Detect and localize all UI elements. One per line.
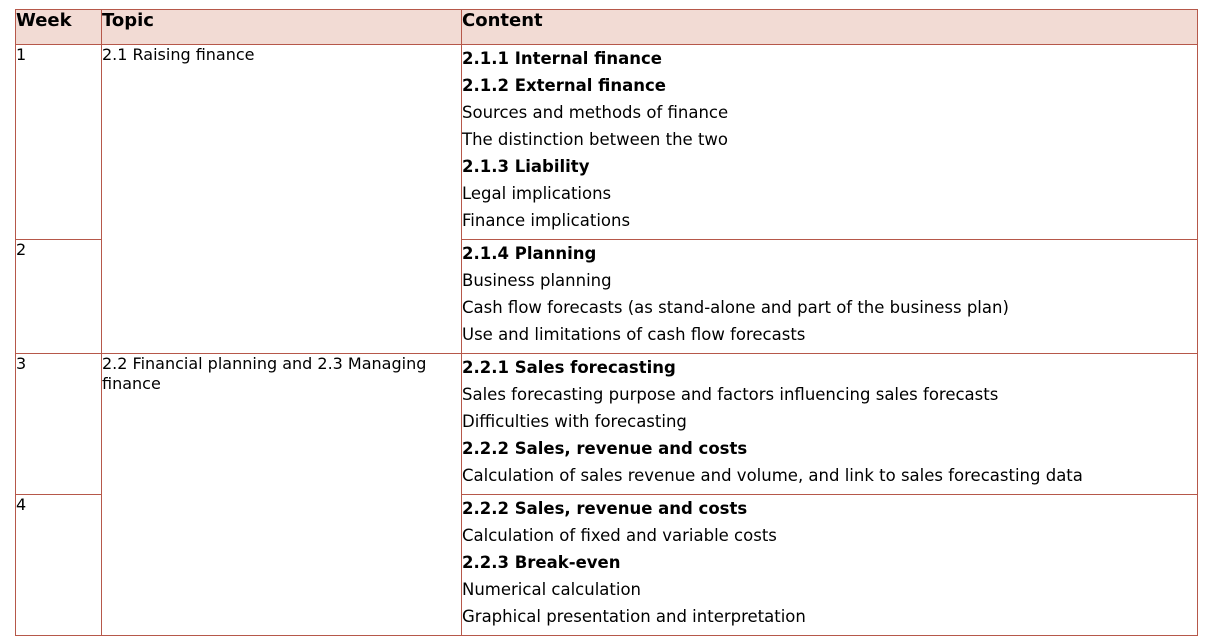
content-item: Difficulties with forecasting bbox=[462, 412, 687, 431]
content-heading: 2.2.2 Sales, revenue and costs bbox=[462, 499, 748, 518]
content-item: Finance implications bbox=[462, 211, 631, 230]
content-item: Sources and methods of finance bbox=[462, 103, 729, 122]
topic-cell: 2.1 Raising finance bbox=[102, 45, 462, 354]
content-heading: 2.1.1 Internal finance bbox=[462, 49, 662, 68]
table-row-week-3 bbox=[16, 354, 1198, 495]
content-item: Calculation of sales revenue and volume, and link to sales forecasting data bbox=[462, 466, 1083, 485]
table-row-week-1 bbox=[16, 45, 1198, 240]
content-cell bbox=[462, 240, 1198, 354]
content-item: Legal implications bbox=[462, 184, 612, 203]
topic-cell: 2.2 Financial planning and 2.3 Managing finance bbox=[102, 354, 462, 636]
content-heading: 2.2.3 Break-even bbox=[462, 553, 621, 572]
content-item: Sales forecasting purpose and factors influencing sales forecasts bbox=[462, 385, 999, 404]
content-cell bbox=[462, 354, 1198, 495]
table-body bbox=[16, 45, 1198, 636]
header-topic: Topic bbox=[102, 10, 462, 45]
table-header bbox=[16, 10, 1198, 45]
content-item: Use and limitations of cash flow forecasts bbox=[462, 325, 806, 344]
content-heading: 2.1.4 Planning bbox=[462, 244, 597, 263]
content-heading: 2.2.1 Sales forecasting bbox=[462, 358, 676, 377]
header-row bbox=[16, 10, 1198, 45]
scheme-of-work-table bbox=[15, 9, 1198, 636]
content-item: Calculation of fixed and variable costs bbox=[462, 526, 777, 545]
content-heading: 2.1.3 Liability bbox=[462, 157, 590, 176]
content-item: Business planning bbox=[462, 271, 612, 290]
content-item: The distinction between the two bbox=[462, 130, 728, 149]
header-content: Content bbox=[462, 10, 1198, 45]
header-week: Week bbox=[16, 10, 102, 45]
content-item: Graphical presentation and interpretation bbox=[462, 607, 806, 626]
content-cell bbox=[462, 45, 1198, 240]
content-heading: 2.2.2 Sales, revenue and costs bbox=[462, 439, 748, 458]
week-cell: 2 bbox=[16, 240, 102, 354]
week-cell: 3 bbox=[16, 354, 102, 495]
content-cell bbox=[462, 495, 1198, 636]
week-cell: 4 bbox=[16, 495, 102, 636]
content-item: Cash flow forecasts (as stand-alone and part of the business plan) bbox=[462, 298, 1009, 317]
content-item: Numerical calculation bbox=[462, 580, 642, 599]
content-heading: 2.1.2 External finance bbox=[462, 76, 666, 95]
week-cell: 1 bbox=[16, 45, 102, 240]
